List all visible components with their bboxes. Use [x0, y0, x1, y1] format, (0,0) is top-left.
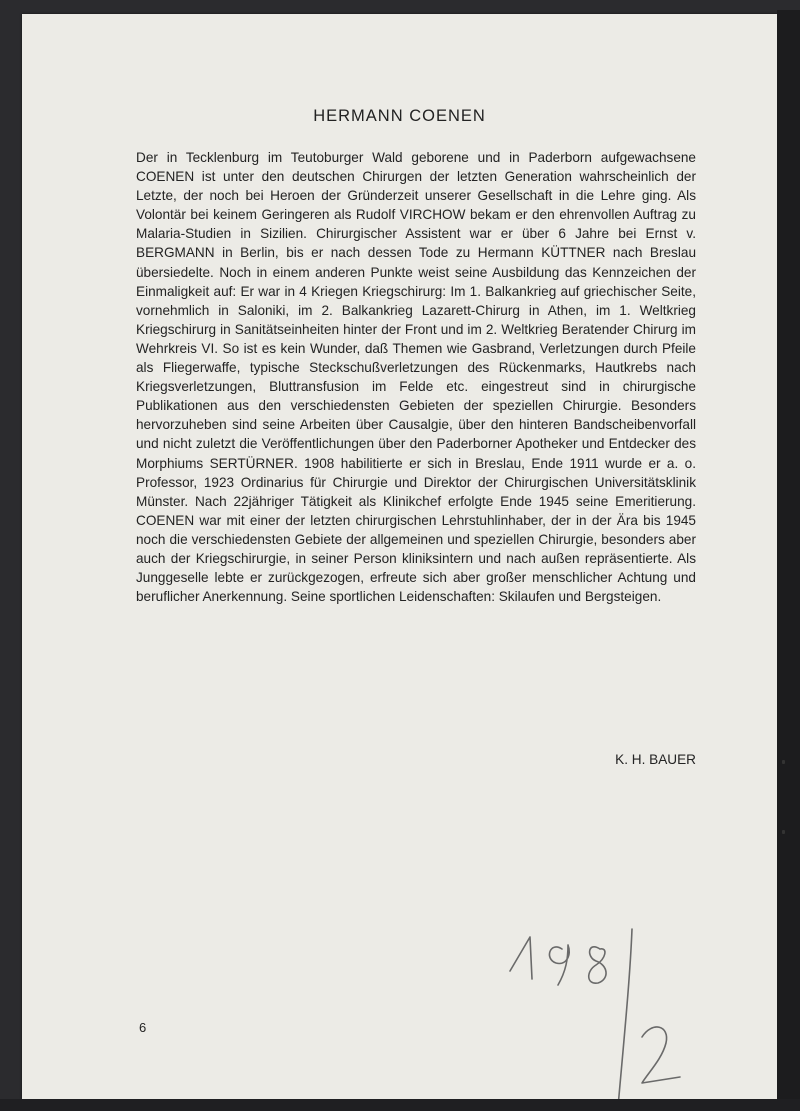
scan-speck — [782, 760, 785, 764]
document-page — [22, 14, 777, 1099]
page-number: 6 — [139, 1020, 147, 1035]
scan-edge-right — [777, 10, 800, 1111]
scan-edge-bottom — [0, 1099, 800, 1111]
scan-speck — [782, 830, 785, 834]
page-title: HERMANN COENEN — [313, 107, 486, 125]
body-paragraph: Der in Tecklenburg im Teutoburger Wald geborene und in Paderborn aufgewachsene COENEN ist unter den deutschen Chirurgen der letzten Generation wahrscheinlich der Letzte, der noch bei Heroen der Gründerzeit unserer Gesellschaft in die Lehre ging. Als Volontär bei keinem Geringeren als Rudolf VIRCHOW bekam er den ehrenvollen Auftrag zu Malaria-Studien in Sizilien. Chirurgischer Assistent war er über 6 Jahre bei Ernst v. BERGMANN in Berlin, bis er nach dessen Tode zu Hermann KÜTTNER nach Breslau übersiedelte. Noch in einem anderen Punkte weist seine Ausbildung das Kennzeichen der Einmaligkeit auf: Er war in 4 Kriegen Kriegschirurg: Im 1. Balkankrieg auf griechischer Seite, vornehmlich in Saloniki, im 2. Balkankrieg Lazarett-Chirurg in Athen, im 1. Weltkrieg Kriegschirurg in Sanitätseinheiten hinter der Front und im 2. Weltkrieg Beratender Chirurg im Wehrkreis VI. So ist es kein Wunder, daß Themen wie Gasbrand, Verletzungen durch Pfeile als Fliegerwaffe, typische Steckschußverletzungen des Rückenmarks, Hautkrebs nach Kriegsverletzungen, Bluttransfusion im Felde etc. eingestreut sind in chirurgische Publikationen aus den verschiedensten Gebieten der speziellen Chirurgie. Besonders hervorzuheben sind seine Arbeiten über Causalgie, über den hinteren Bandscheibenvorfall und nicht zuletzt die Veröffentlichungen über den Paderborner Apotheker und Entdecker des Morphiums SERTÜRNER. 1908 habilitierte er sich in Breslau, Ende 1911 wurde er a. o. Professor, 1923 Ordinarius für Chirurgie und Direktor der Chirurgischen Universitätsklinik Münster. Nach 22jähriger Tätigkeit als Klinikchef erfolgte Ende 1945 seine Emeritierung. COENEN war mit einer der letzten chirurgischen Lehrstuhlinhaber, der in der Ära bis 1945 noch die verschiedensten Gebiete der allgemeinen und speziellen Chirurgie, besonders aber auch der Kriegschirurgie, in seiner Person kliniksintern und nach außen repräsentierte. Als Junggeselle lebte er zurückgezogen, erfreute sich aber großer menschlicher Achtung und beruflicher Anerkennung. Seine sportlichen Leidenschaften: Skilaufen und Bergsteigen. — [136, 150, 696, 605]
author-signature: K. H. BAUER — [615, 752, 696, 767]
handwritten-annotation — [492, 919, 702, 1109]
